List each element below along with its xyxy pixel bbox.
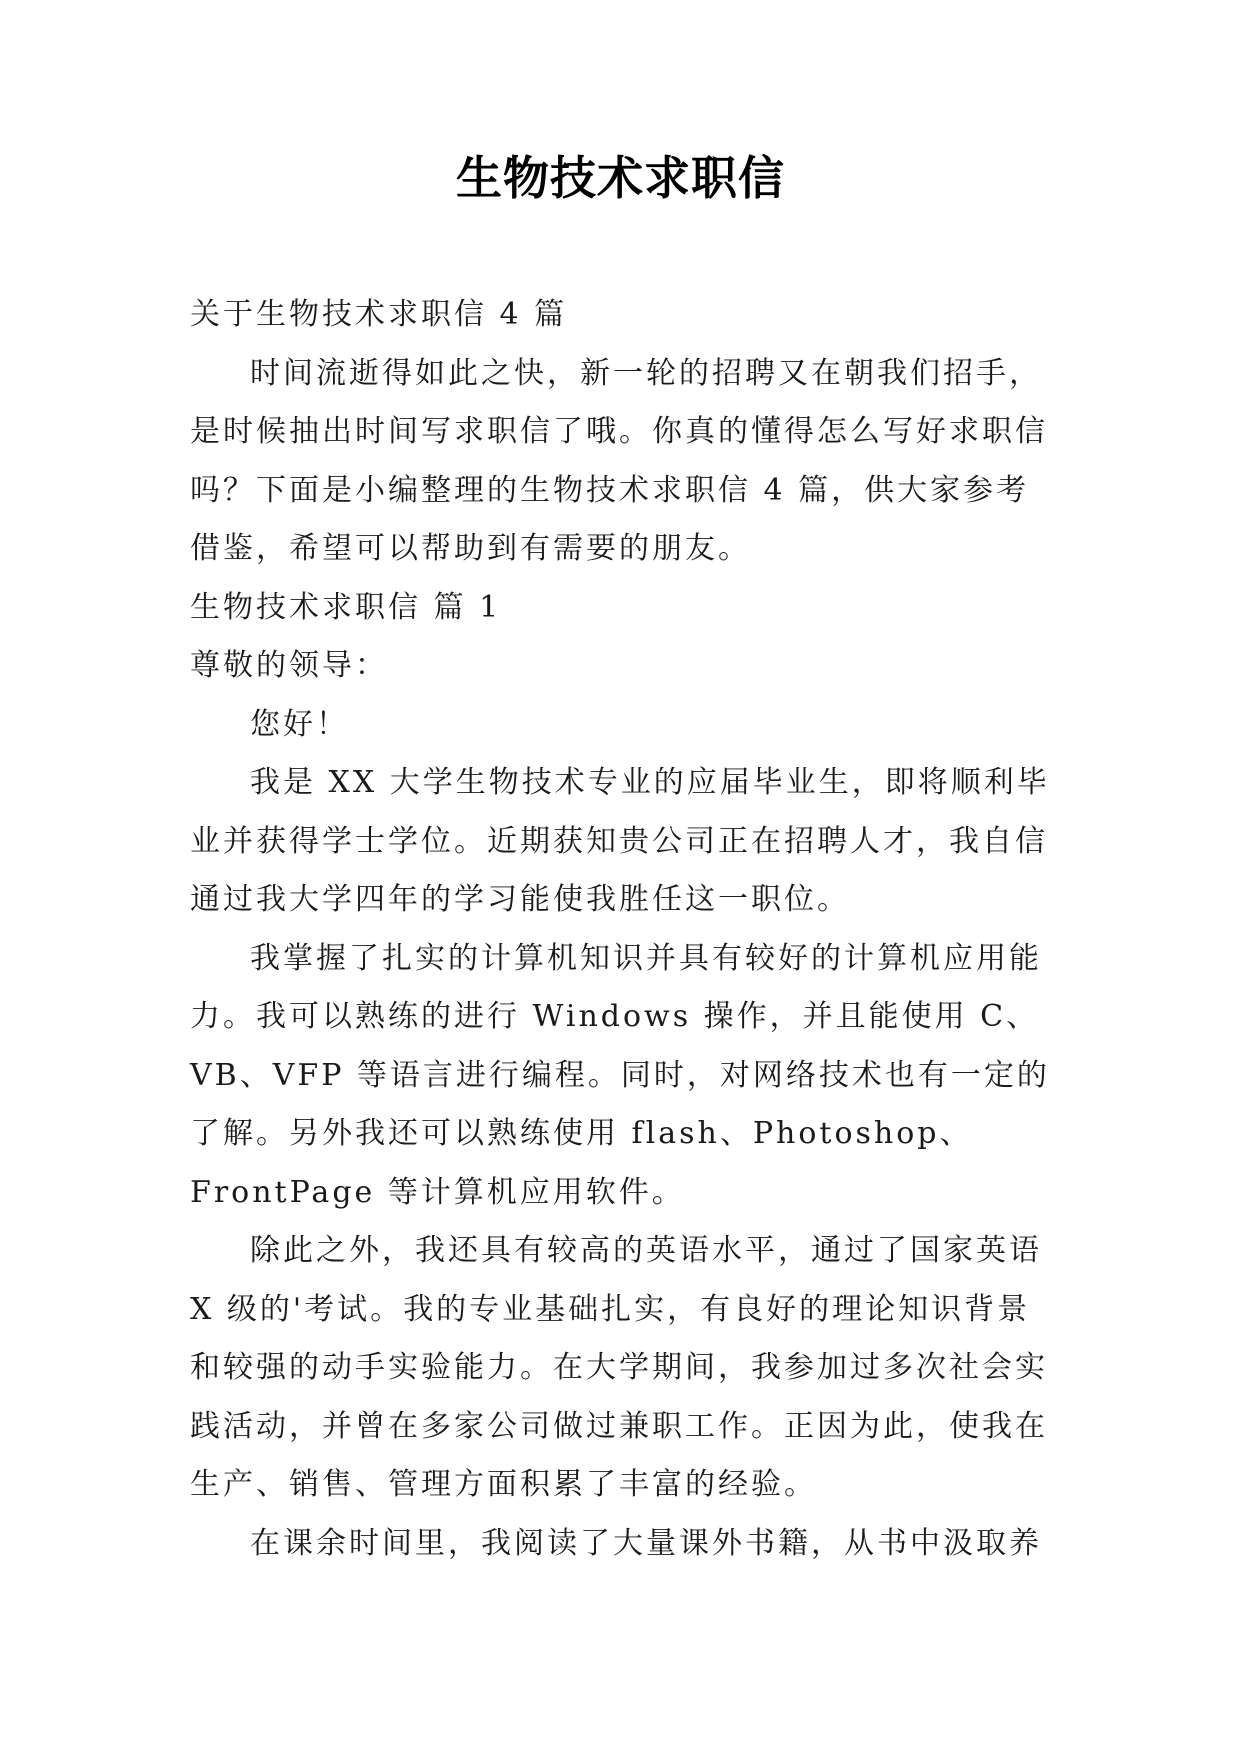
intro-paragraph: 时间流逝得如此之快，新一轮的招聘又在朝我们招手，是时候抽出时间写求职信了哦。你真的懂得怎么写好求职信吗？下面是小编整理的生物技术求职信 4 篇，供大家参考借鉴，希望可以帮助到有需要的朋友。: [190, 355, 1048, 566]
salutation: 尊敬的领导：: [190, 648, 388, 683]
body-paragraph: 在课余时间里，我阅读了大量课外书籍，从书中汲取养: [250, 1525, 1042, 1561]
greeting: 您好！: [250, 706, 349, 742]
body-paragraph: 除此之外，我还具有较高的英语水平，通过了国家英语 X 级的'考试。我的专业基础扎实，有良好的理论知识背景和较强的动手实验能力。在大学期间，我参加过多次社会实践活动，并曾在多家公司做过兼职工作。正因为此，使我在生产、销售、管理方面积累了丰富的经验。: [190, 1233, 1048, 1502]
body-paragraph: 我是 XX 大学生物技术专业的应届毕业生，即将顺利毕业并获得学士学位。近期获知贵公司正在招聘人才，我自信通过我大学四年的学习能使我胜任这一职位。: [190, 765, 1050, 917]
document-body: [190, 286, 1060, 1573]
section-heading: 生物技术求职信 篇 1: [190, 589, 502, 625]
intro-heading: 关于生物技术求职信 4 篇: [190, 297, 568, 332]
document-title: 生物技术求职信: [456, 151, 785, 205]
body-paragraph: 我掌握了扎实的计算机知识并具有较好的计算机应用能力。我可以熟练的进行 Windows 操作，并且能使用 C、VB、VFP 等语言进行编程。同时，对网络技术也有一定的了解。另外我还可以熟练使用 flash、Photoshop、FrontPage 等计算机应用软件。: [190, 940, 1050, 1210]
